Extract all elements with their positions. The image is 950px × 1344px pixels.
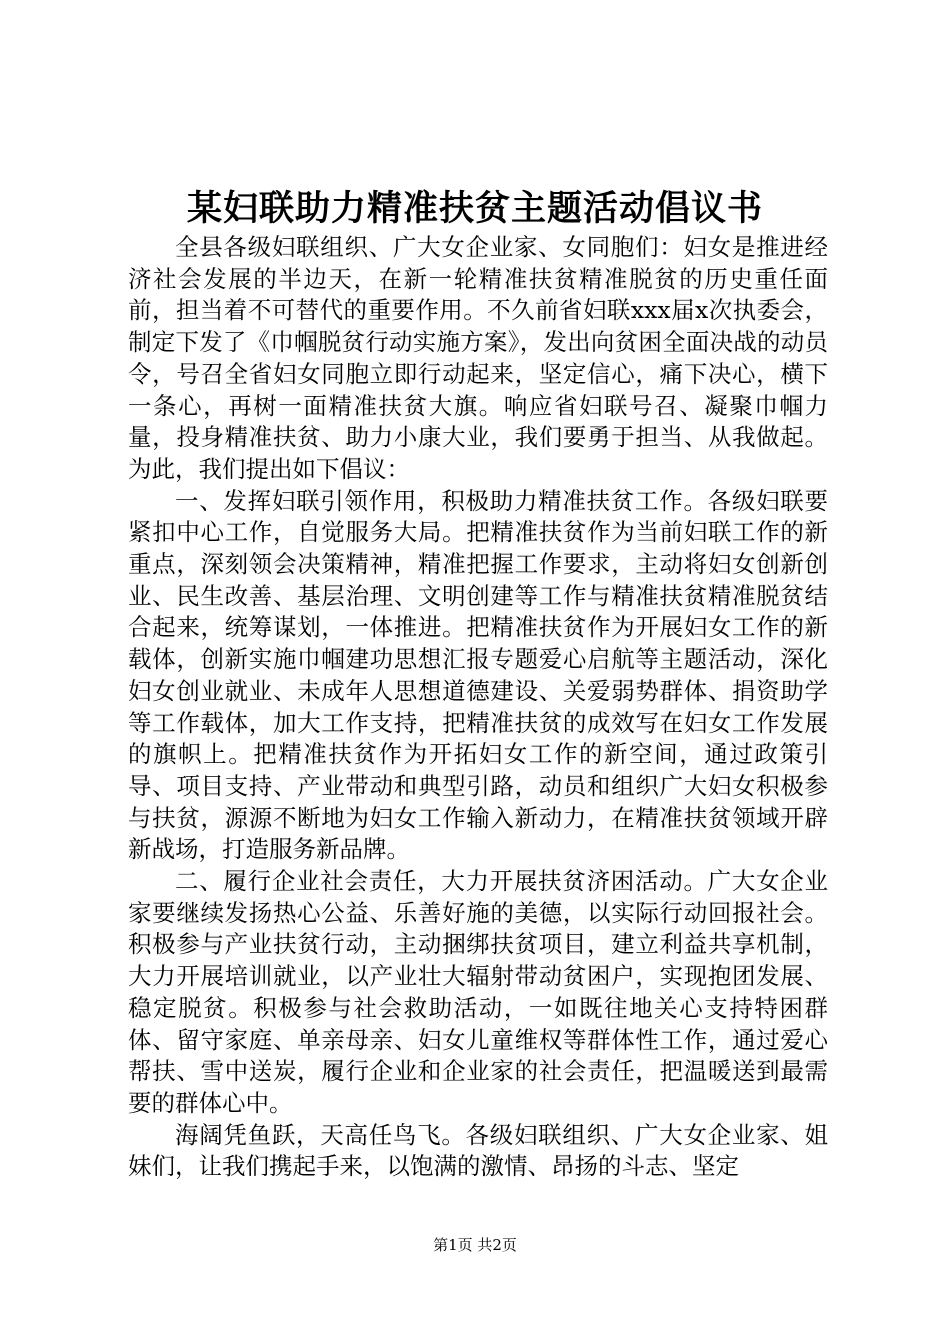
paragraph-greeting: 全县各级妇联组织、广大女企业家、女同胞们：妇女是推进经济社会发展的半边天，在新一轮精准扶贫精准脱贫的历史重任面前，担当着不可替代的重要作用。不久前省妇联xxx届x次执委会，制定下发了《巾帼脱贫行动实施方案》，发出向贫困全面决战的动员令，号召全省妇女同胞立即行动起来，坚定信心，痛下决心，横下一条心，再树一面精准扶贫大旗。响应省妇联号召、凝聚巾帼力量，投身精准扶贫、助力小康大业，我们要勇于担当、从我做起。为此，我们提出如下倡议：	[128, 233, 828, 483]
page-number-footer: 第1页 共2页	[433, 1236, 517, 1254]
document-title: 某妇联助力精准扶贫主题活动倡议书	[186, 188, 763, 229]
document-body	[128, 232, 828, 1183]
paragraph-closing: 海阔凭鱼跃，天高任鸟飞。各级妇联组织、广大女企业家、姐妹们，让我们携起手来，以饱满的激情、昂扬的斗志、坚定	[128, 1120, 828, 1181]
paragraph-proposal-2: 二、履行企业社会责任，大力开展扶贫济困活动。广大女企业家要继续发扬热心公益、乐善好施的美德，以实际行动回报社会。积极参与产业扶贫行动，主动捆绑扶贫项目，建立利益共享机制，大力开展培训就业，以产业壮大辐射带动贫困户，实现抱团发展、稳定脱贫。积极参与社会救助活动，一如既往地关心支持特困群体、留守家庭、单亲母亲、妇女儿童维权等群体性工作，通过爱心帮扶、雪中送炭，履行企业和企业家的社会责任，把温暖送到最需要的群体心中。	[128, 867, 828, 1117]
paragraph-proposal-1: 一、发挥妇联引领作用，积极助力精准扶贫工作。各级妇联要紧扣中心工作，自觉服务大局。把精准扶贫作为当前妇联工作的新重点，深刻领会决策精神，精准把握工作要求，主动将妇女创新创业、民生改善、基层治理、文明创建等工作与精准扶贫精准脱贫结合起来，统筹谋划，一体推进。把精准扶贫作为开展妇女工作的新载体，创新实施巾帼建功思想汇报专题爱心启航等主题活动，深化妇女创业就业、未成年人思想道德建设、关爱弱势群体、捐资助学等工作载体，加大工作支持，把精准扶贫的成效写在妇女工作发展的旗帜上。把精准扶贫作为开拓妇女工作的新空间，通过政策引导、项目支持、产业带动和典型引路，动员和组织广大妇女积极参与扶贫，源源不断地为妇女工作输入新动力，在精准扶贫领域开辟新战场，打造服务新品牌。	[128, 486, 828, 864]
